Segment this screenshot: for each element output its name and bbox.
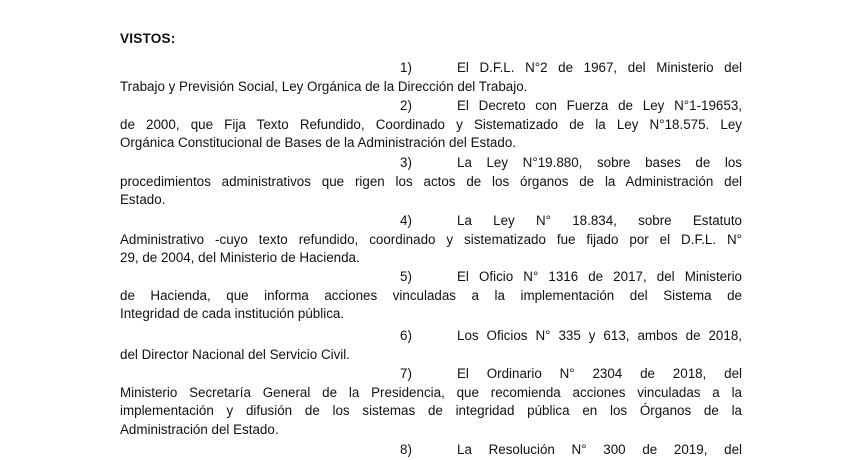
item-number: 5) [400, 269, 412, 284]
item-first-line: El Decreto con Fuerza de Ley N°1-19653, [457, 98, 742, 113]
item-number: 6) [400, 328, 412, 343]
list-item [120, 268, 742, 324]
item-text-line: Integridad de cada institución pública. [120, 306, 345, 322]
item-first-line: El D.F.L. N°2 de 1967, del Ministerio del [457, 60, 742, 75]
item-text-line: Trabajo y Previsión Social, Ley Orgánica de la Dirección del Trabajo. [120, 78, 528, 94]
item-number: 4) [400, 213, 412, 228]
item-first-line: La Resolución N° 300 de 2019, del [457, 442, 742, 457]
item-number: 2) [400, 98, 412, 113]
item-number: 3) [400, 155, 412, 170]
item-text-line: de 2000, que Fija Texto Refundido, Coordinado y Sistematizado de la Ley N°18.575. Ley [120, 116, 742, 132]
item-text-line: Administrativo -cuyo texto refundido, coordinado y sistematizado fue fijado por el D.F.L. N° [120, 231, 742, 247]
item-first-line: Los Oficios N° 335 y 613, ambos de 2018, [457, 328, 742, 343]
item-text-line: implementación y difusión de los sistemas de integridad pública en los Órganos de la [120, 403, 742, 419]
item-text-line: del Director Nacional del Servicio Civil. [120, 346, 350, 362]
item-text-line: Ministerio Secretaría General de la Presidencia, que recomienda acciones vinculadas a la [120, 384, 742, 400]
item-first-line: El Oficio N° 1316 de 2017, del Ministerio [457, 269, 742, 284]
list-item [120, 365, 742, 440]
list-item [120, 327, 742, 364]
item-text-line: procedimientos administrativos que rigen los actos de los órganos de la Administración del [120, 173, 742, 189]
list-item [120, 154, 742, 210]
item-first-line: La Ley N°19.880, sobre bases de los [457, 155, 742, 170]
list-item [120, 212, 742, 268]
list-item [120, 97, 742, 153]
item-number: 1) [400, 60, 412, 75]
item-text-line: de Hacienda, que informa acciones vinculadas a la implementación del Sistema de [120, 287, 742, 303]
item-text-line: 29, de 2004, del Ministerio de Hacienda. [120, 250, 360, 266]
list-item [120, 59, 742, 96]
item-number: 8) [400, 442, 412, 457]
item-first-line: La Ley N° 18.834, sobre Estatuto [457, 213, 742, 228]
item-first-line: El Ordinario N° 2304 de 2018, del [457, 366, 742, 381]
item-text-line: Estado. [120, 192, 166, 208]
item-text-line: Administración del Estado. [120, 422, 279, 438]
vistos-heading: VISTOS: [120, 31, 176, 46]
list-item [120, 441, 742, 460]
item-text-line: Orgánica Constitucional de Bases de la Administración del Estado. [120, 135, 516, 151]
item-number: 7) [400, 366, 412, 381]
